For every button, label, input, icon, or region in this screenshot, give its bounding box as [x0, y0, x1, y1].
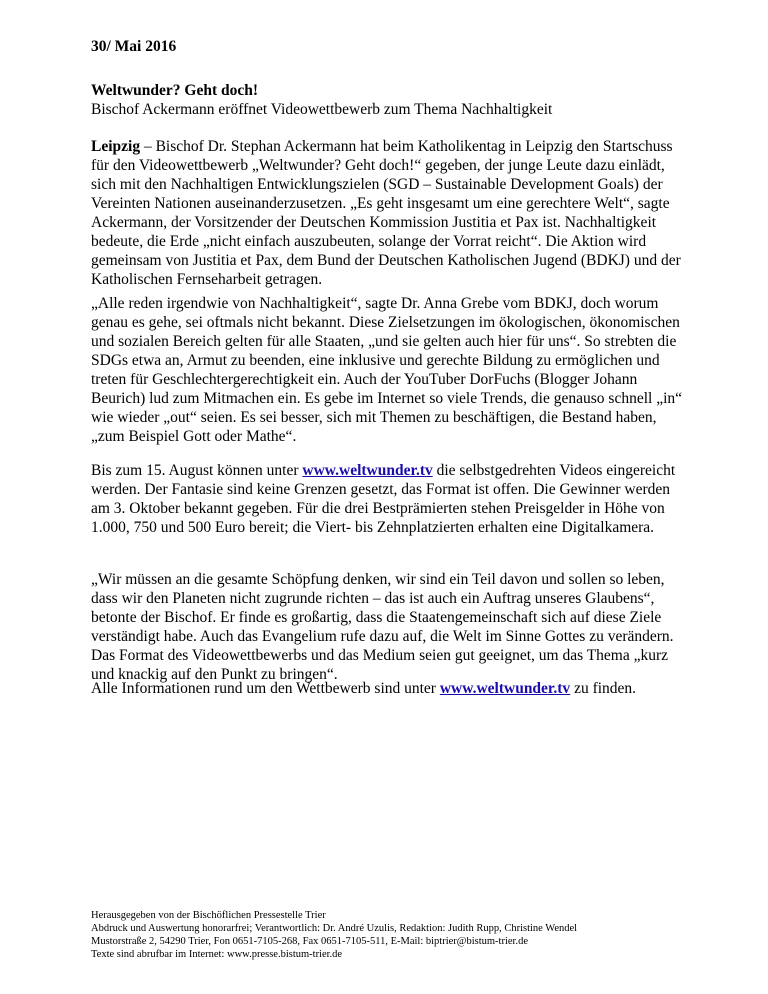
date-line: 30/ Mai 2016 — [91, 38, 177, 55]
weltwunder-link-info[interactable]: www.weltwunder.tv — [439, 680, 571, 697]
article-headline: Weltwunder? Geht doch! — [91, 82, 259, 99]
paragraph-info-text-after: zu finden. — [570, 680, 637, 697]
paragraph-deadline — [91, 461, 691, 537]
paragraph-deadline-text-before: Bis zum 15. August können unter — [91, 462, 303, 479]
paragraph-deadline-text-after: die selbstgedrehten Videos eingereicht werden. Der Fantasie sind keine Grenzen gesetzt, das Format ist offen. Die Gewinner werden am 3. Oktober bekannt gegeben. Für die drei Bestprämierten stehen Preisgelder in Höhe von 1.000, 750 und 500 Euro bereit; die Viert- bis Zehnplatzierten erhalten eine Digitalkamera. — [91, 462, 676, 536]
paragraph-bishop-quote: „Wir müssen an die gesamte Schöpfung denken, wir sind ein Teil davon und sollen so leben, dass wir den Planeten nicht zugrunde richten – das ist auch ein Auftrag unseres Glaubens“, betonte der Bischof. Er finde es großartig, dass die Staatengemeinschaft sich auf diese Ziele verständigt habe. Auch das Evangelium rufe dazu auf, die Welt im Sinne Gottes zu verändern. Das Format des Videowettbewerbs und das Medium seien gut geeignet, um das Thema „kurz und knackig auf den Punkt zu bringen“. — [91, 571, 674, 683]
publisher-footer — [91, 909, 731, 961]
paragraph-grebe-quote: „Alle reden irgendwie von Nachhaltigkeit“, sagte Dr. Anna Grebe vom BDKJ, doch worum genau es gehe, sei oftmals nicht bekannt. Diese Zielsetzungen im ökologischen, ökonomischen und sozialen Bereich gelten für alle Staaten, „und sie gelten auch hier für uns“. So strebten die SDGs etwa an, Armut zu beenden, eine inklusive und gerechte Bildung zu ermöglichen und treten für Geschlechtergerechtigkeit ein. Auch der YouTuber DorFuchs (Blogger Johann Beurich) lud zum Mitmachen ein. Es gebe im Internet so viele Trends, die genauso schnell „in“ wie wieder „out“ seien. Es sei besser, sich mit Themen zu beschäftigen, die Bestand haben, „zum Beispiel Gott oder Mathe“. — [91, 295, 683, 445]
paragraph-intro — [91, 137, 691, 289]
weltwunder-link[interactable]: www.weltwunder.tv — [302, 462, 433, 479]
footer-publisher: Herausgegeben von der Bischöflichen Pressestelle Trier — [91, 910, 326, 921]
footer-address: Mustorstraße 2, 54290 Trier, Fon 0651-7105-268, Fax 0651-7105-511, E-Mail: biptrier@bistum-trier.de — [91, 936, 528, 947]
paragraph-intro-text: – Bischof Dr. Stephan Ackermann hat beim Katholikentag in Leipzig den Startschuss für den Videowettbewerb „Weltwunder? Geht doch!“ gegeben, der junge Leute dazu einlädt, sich mit den Nachhaltigen Entwicklungszielen (SGD – Sustainable Development Goals) der Vereinten Nationen auseinanderzusetzen. „Es geht insgesamt um eine gerechtere Welt“, sagte Ackermann, der Vorsitzender der Deutschen Kommission Justitia et Pax ist. Nachhaltigkeit bedeute, die Erde „nicht einfach auszubeuten, solange der Vorrat reicht“. Die Aktion wird gemeinsam von Justitia et Pax, dem Bund der Deutschen Katholischen Jugend (BDKJ) und der Katholischen Fernseharbeit getragen. — [91, 138, 681, 288]
footer-responsible: Abdruck und Auswertung honorarfrei; Verantwortlich: Dr. André Uzulis, Redaktion: Judith Rupp, Christine Wendel — [91, 923, 578, 934]
location-label: Leipzig — [91, 138, 141, 155]
article-subheadline: Bischof Ackermann eröffnet Videowettbewerb zum Thema Nachhaltigkeit — [91, 101, 553, 118]
paragraph-info-text-before: Alle Informationen rund um den Wettbewerb sind unter — [91, 680, 440, 697]
paragraph-info — [91, 679, 691, 698]
footer-website: Texte sind abrufbar im Internet: www.presse.bistum-trier.de — [91, 949, 343, 960]
